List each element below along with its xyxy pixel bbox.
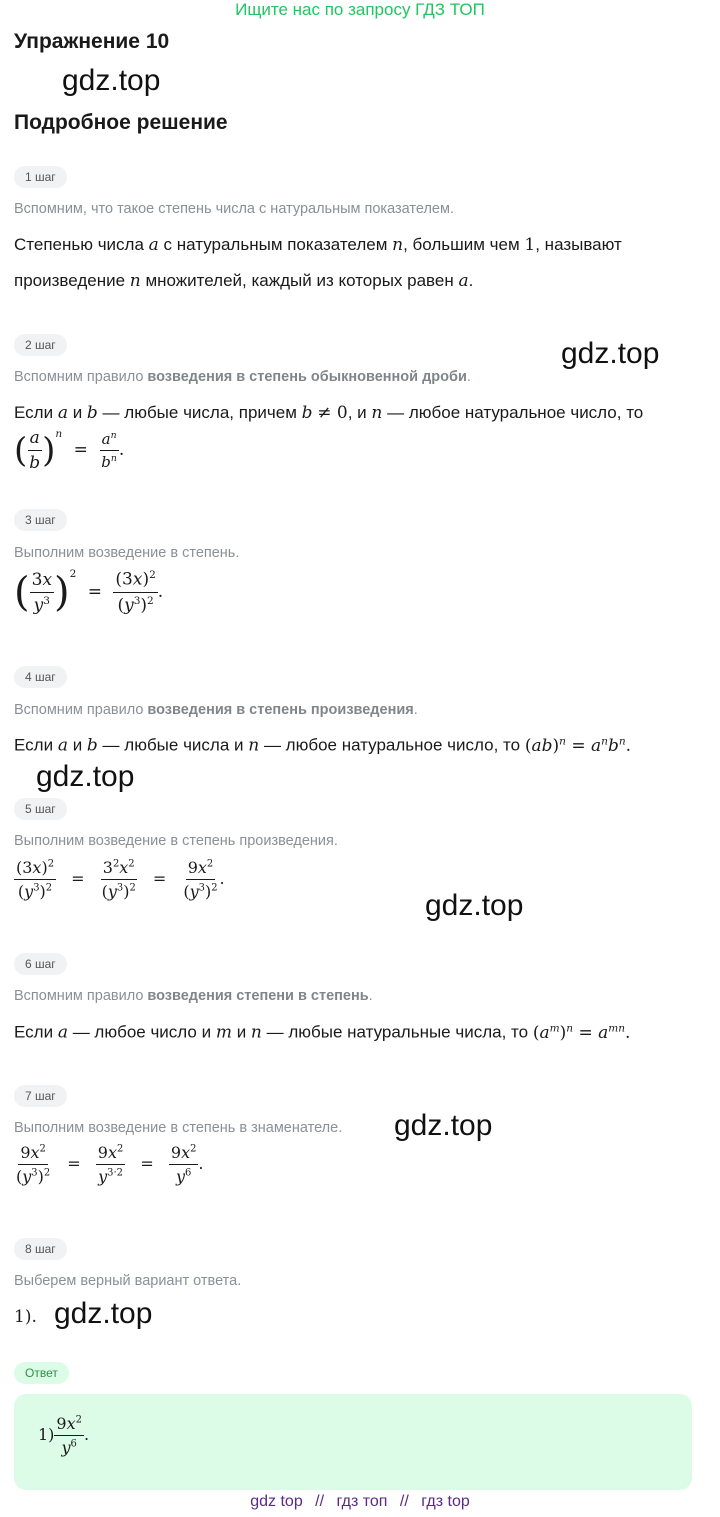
step-hint: Вспомним правило возведения в степень обыкновенной дроби. xyxy=(14,369,471,385)
step-badge: 1 шаг xyxy=(14,166,67,188)
answer-formula: 1) $\frac{9x^2}{y^6}$ . xyxy=(38,1414,90,1457)
footer-separator: // xyxy=(315,1493,325,1510)
watermark: gdz.top xyxy=(36,760,135,793)
step-text: Если a и b — любые числа, причем b ≠ 0, и n — любое натуральное число, то xyxy=(14,403,644,423)
step-hint: Вспомним правило возведения в степень произведения. xyxy=(14,702,418,718)
watermark: gdz.top xyxy=(425,889,524,922)
watermark: gdz.top xyxy=(394,1109,493,1142)
search-banner: Ищите нас по запросу ГДЗ ТОП xyxy=(235,0,485,19)
answer-box xyxy=(14,1394,692,1490)
step-hint: Выполним возведение в степень. xyxy=(14,545,240,561)
watermark: gdz.top xyxy=(62,64,161,97)
step-text: Если a — любое число и m и n — любые натуральные числа, то $(a^m)^n = a^{mn}$. xyxy=(14,1022,631,1043)
footer-link[interactable]: гдз top xyxy=(421,1493,470,1510)
footer xyxy=(0,1493,720,1511)
step-badge: 7 шаг xyxy=(14,1085,67,1107)
footer-link[interactable]: gdz top xyxy=(250,1493,303,1510)
watermark: gdz.top xyxy=(54,1297,153,1330)
step-badge: 2 шаг xyxy=(14,334,67,356)
step-badge: 3 шаг xyxy=(14,509,67,531)
section-title: Подробное решение xyxy=(14,111,228,134)
step-hint: Выберем верный вариант ответа. xyxy=(14,1273,242,1289)
step-badge: 6 шаг xyxy=(14,953,67,975)
answer-choice: 1). xyxy=(14,1307,37,1327)
step-hint: Вспомним, что такое степень числа с натуральным показателем. xyxy=(14,201,454,217)
footer-separator: // xyxy=(399,1493,409,1510)
step-badge: 4 шаг xyxy=(14,666,67,688)
step-hint: Выполним возведение в степень произведения. xyxy=(14,833,338,849)
step-text: Если a и b — любые числа и n — любое натуральное число, то $(ab)^n = a^nb^n$. xyxy=(14,735,632,756)
answer-badge: Ответ xyxy=(14,1362,69,1384)
step-text: произведение n множителей, каждый из которых равен a. xyxy=(14,271,474,291)
step-text: Степенью числа a с натуральным показателем n, большим чем 1, называют xyxy=(14,235,622,255)
page-title: Упражнение 10 xyxy=(14,30,170,53)
formula: $\frac{9x^2}{(y^3)^2}$ = $\frac{9x^2}{y^{3\cdot 2}}$ = $\frac{9x^2}{y^6}$ . xyxy=(16,1143,204,1186)
formula: $\frac{(3x)^2}{(y^3)^2}$ = $\frac{3^2x^2}{(y^3)^2}$ = $\frac{9x^2}{(y^3)^2}$ . xyxy=(16,858,225,901)
formula: ( $\frac{3x}{y^3}$ )$^2$ = $\frac{(3x)^2}{(y^3)^2}$ . xyxy=(14,568,164,616)
watermark: gdz.top xyxy=(561,337,660,370)
formula: ( $\frac{a}{b}$ )$^n$ = $\frac{a^n}{b^n}$ . xyxy=(14,428,125,473)
step-badge: 5 шаг xyxy=(14,798,67,820)
step-hint: Выполним возведение в степень в знаменателе. xyxy=(14,1120,343,1136)
footer-link[interactable]: гдз топ xyxy=(336,1493,388,1510)
step-hint: Вспомним правило возведения степени в степень. xyxy=(14,988,373,1004)
step-badge: 8 шаг xyxy=(14,1238,67,1260)
